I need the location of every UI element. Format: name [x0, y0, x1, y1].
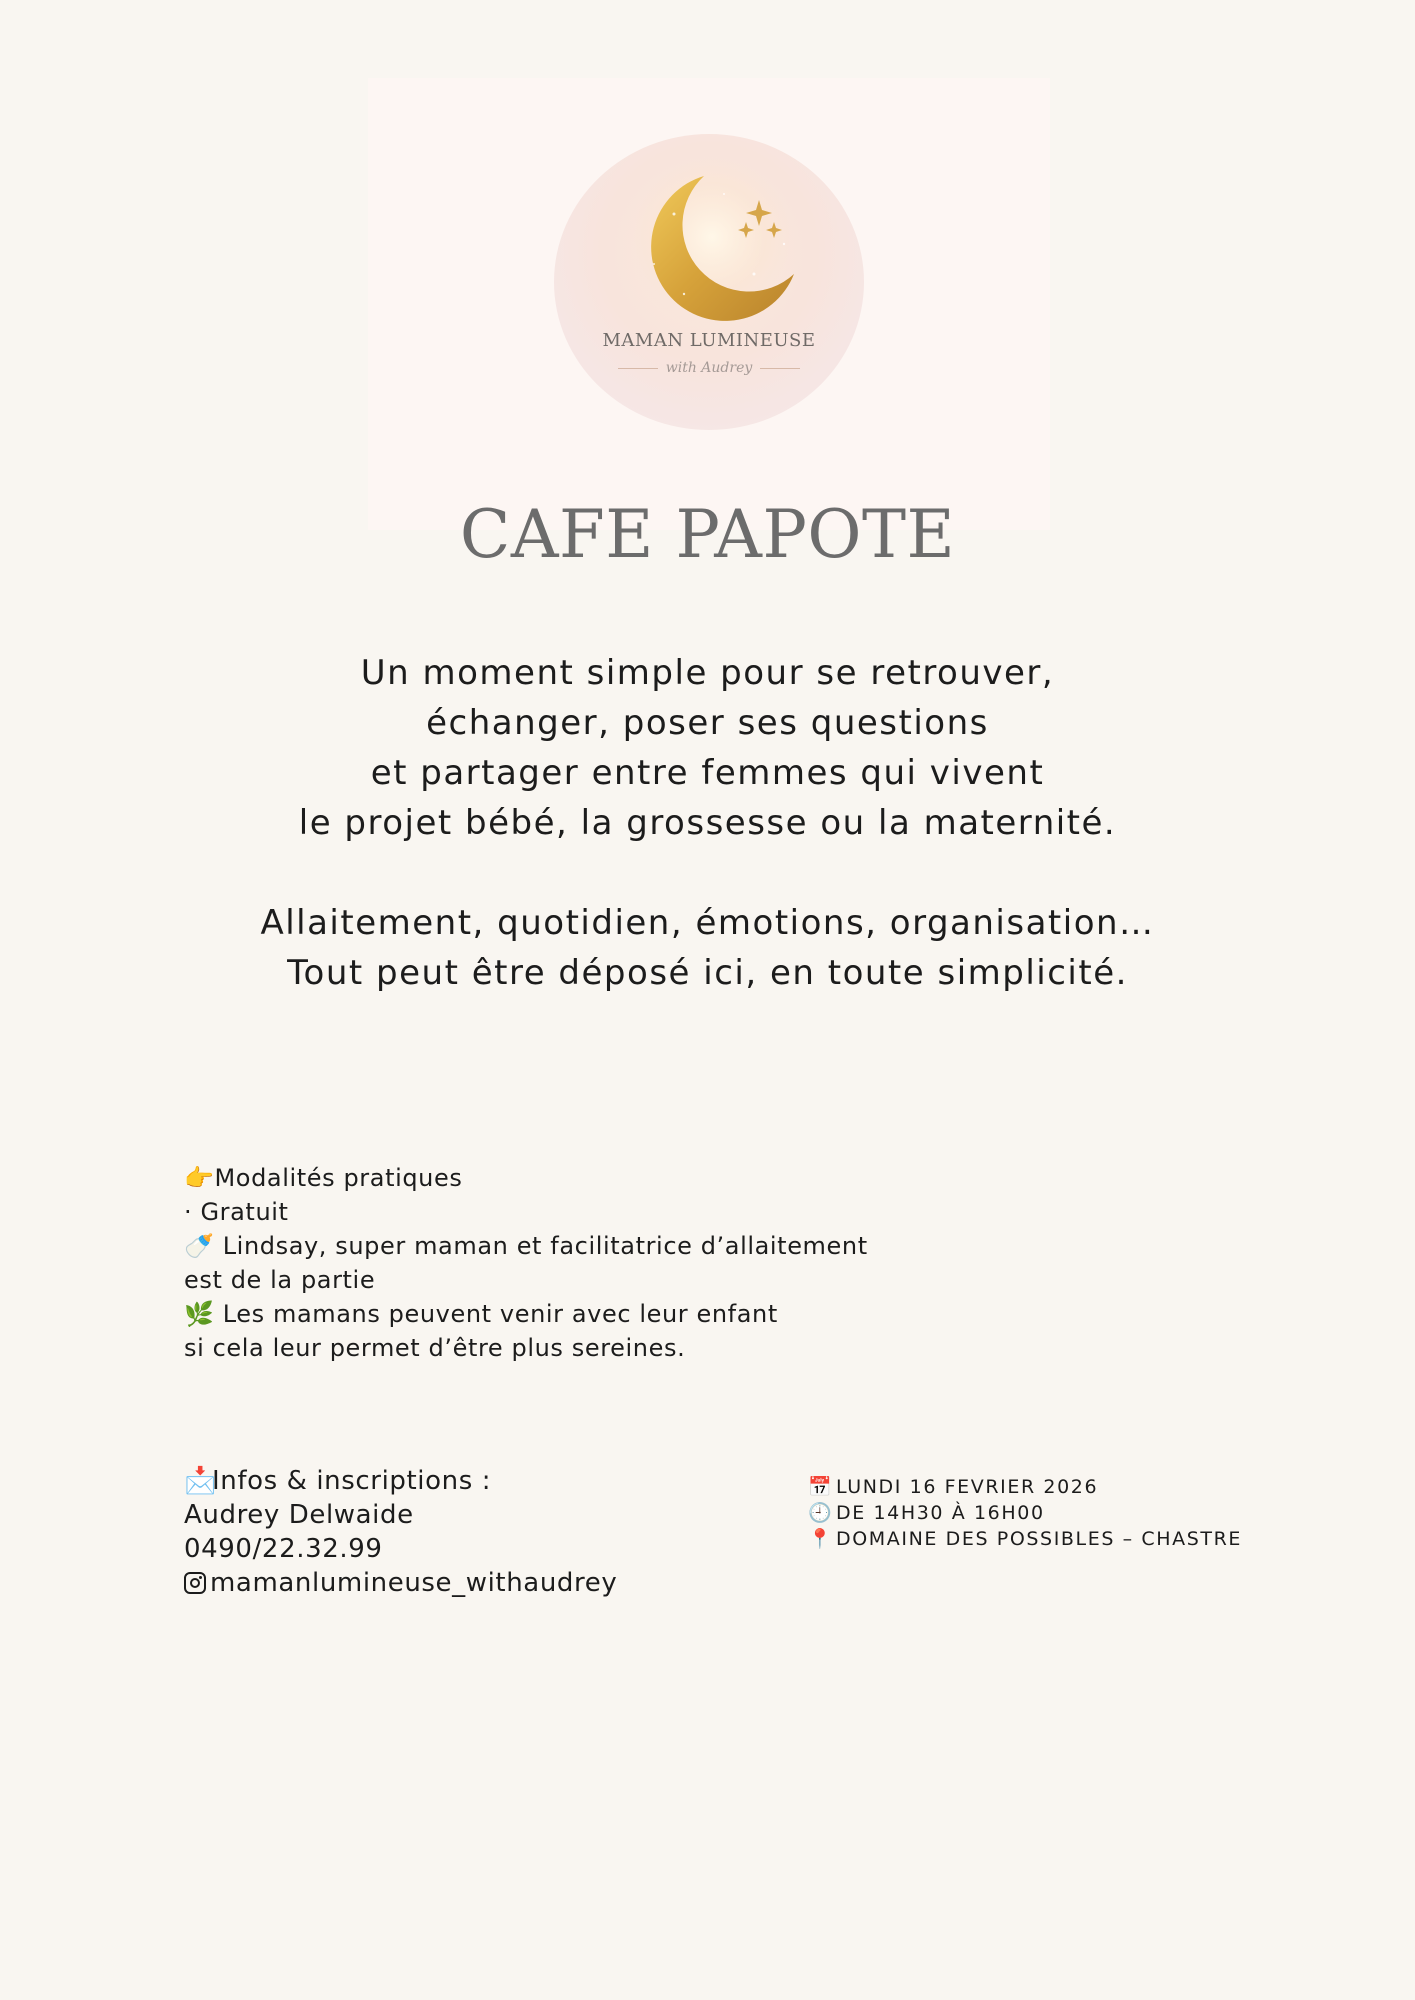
- intro-text: [0, 648, 1415, 998]
- intro-line: Allaitement, quotidien, émotions, organisation…: [260, 903, 1155, 943]
- intro-line: le projet bébé, la grossesse ou la maternité.: [298, 803, 1117, 843]
- brand-name: MAMAN LUMINEUSE: [602, 330, 816, 351]
- practical-item: 🌿 Les mamans peuvent venir avec leur enfant: [184, 1300, 778, 1328]
- pointing-hand-icon: 👉: [184, 1164, 215, 1192]
- contact-name: Audrey Delwaide: [184, 1500, 414, 1530]
- practical-item: est de la partie: [184, 1266, 376, 1294]
- event-date: [808, 1474, 1368, 1500]
- practical-heading: [184, 1161, 984, 1195]
- paragraph-gap: [0, 848, 1415, 898]
- location-pin-icon: 📍: [808, 1528, 834, 1550]
- practical-item: 🍼 Lindsay, super maman et facilitatrice d’allaitement: [184, 1232, 868, 1260]
- contact-instagram[interactable]: [184, 1566, 804, 1600]
- brand-tagline: [554, 360, 864, 376]
- moon-stars-icon: [554, 134, 864, 430]
- intro-line: Tout peut être déposé ici, en toute simplicité.: [287, 953, 1128, 993]
- contact-heading: [184, 1464, 804, 1498]
- logo-panel: [368, 78, 1050, 530]
- page-title: CAFE PAPOTE: [459, 496, 956, 573]
- intro-line: Un moment simple pour se retrouver,: [360, 653, 1055, 693]
- clock-icon: 🕘: [808, 1502, 834, 1524]
- envelope-icon: 📩: [184, 1466, 217, 1496]
- practical-info: [184, 1161, 984, 1365]
- calendar-icon: 📅: [808, 1476, 834, 1498]
- event-date-text: LUNDI 16 FEVRIER 2026: [836, 1476, 1099, 1498]
- practical-item: si cela leur permet d’être plus sereines.: [184, 1334, 686, 1362]
- brand-logo: [554, 134, 864, 430]
- contact-phone[interactable]: 0490/22.32.99: [184, 1534, 383, 1564]
- intro-line: échanger, poser ses questions: [426, 703, 989, 743]
- practical-heading-text: Modalités pratiques: [214, 1164, 463, 1192]
- practical-item: · Gratuit: [184, 1198, 289, 1226]
- instagram-icon: [184, 1572, 206, 1594]
- event-place: [808, 1526, 1368, 1552]
- intro-line: et partager entre femmes qui vivent: [370, 753, 1045, 793]
- event-place-text: DOMAINE DES POSSIBLES – CHASTRE: [836, 1528, 1242, 1550]
- brand-tagline-text: with Audrey: [665, 360, 753, 376]
- event-details: [808, 1474, 1368, 1552]
- contact-info: [184, 1464, 804, 1600]
- contact-heading-text: Infos & inscriptions :: [212, 1466, 492, 1496]
- instagram-handle[interactable]: mamanlumineuse_withaudrey: [210, 1568, 618, 1598]
- event-time: [808, 1500, 1368, 1526]
- event-time-text: DE 14H30 À 16H00: [836, 1502, 1045, 1524]
